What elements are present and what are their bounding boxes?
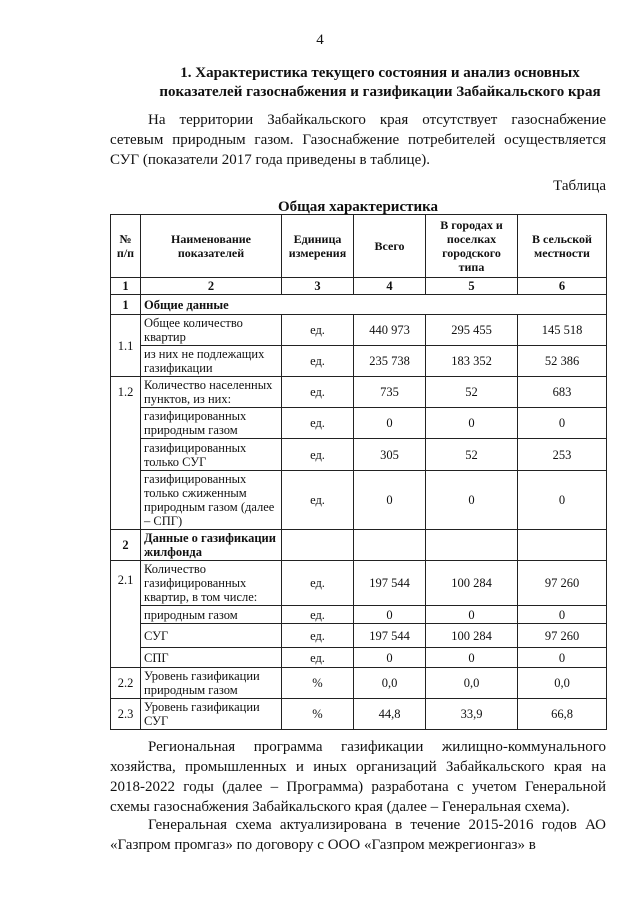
row-urban: 33,9 [426,699,518,730]
row-urban: 0 [426,408,518,439]
table-label: Таблица [553,178,606,194]
section-title-cell: Данные о газификации жилфонда [141,530,282,561]
table-row [111,561,607,606]
table-row [111,377,607,408]
paragraph-intro: На территории Забайкальского края отсутствует газоснабжение сетевым природным газом. Газоснабжение потребителей осуществляется СУГ (показатели 2017 года приведены в таблице). [110,112,606,168]
row-total: 235 738 [354,346,426,377]
row-unit: ед. [282,408,354,439]
row-unit: ед. [282,439,354,471]
row-unit: ед. [282,648,354,668]
column-number-row [111,278,607,295]
row-name: газифицированных только сжиженным природным газом (далее – СПГ) [141,471,282,530]
column-number: 5 [426,278,518,295]
header-cell: Всего [354,215,426,278]
header-cell: В сельской местности [518,215,607,278]
table-row [111,346,607,377]
row-name: СПГ [141,648,282,668]
row-rural: 0 [518,408,607,439]
empty-cell [426,530,518,561]
table-caption: Общая характеристика [277,199,439,215]
row-name: СУГ [141,624,282,648]
row-urban: 100 284 [426,561,518,606]
header-cell: № п/п [111,215,141,278]
column-number: 4 [354,278,426,295]
header-cell: Единица измерения [282,215,354,278]
paragraph-program: Региональная программа газификации жилищно-коммунального хозяйства, промышленных и иных организаций Забайкальского края на 2018-2022 годы (далее – Программа) разработана с учетом Генеральной схемы газоснабжения Забайкальского края (далее – Генеральная схема). [110,739,606,815]
section-title: 1. Характеристика текущего состояния и анализ основных показателей газоснабжения и газификации Забайкальского края [159,65,601,100]
row-rural: 52 386 [518,346,607,377]
row-unit: ед. [282,315,354,346]
row-rural: 0 [518,606,607,624]
row-name: газифицированных природным газом [141,408,282,439]
row-number: 1.2 [111,377,141,530]
row-total: 0 [354,408,426,439]
row-name: Количество газифицированных квартир, в том числе: [141,561,282,606]
row-rural: 97 260 [518,561,607,606]
row-rural: 66,8 [518,699,607,730]
section-row [111,295,607,315]
row-total: 197 544 [354,624,426,648]
row-unit: % [282,699,354,730]
row-urban: 0,0 [426,668,518,699]
empty-cell [518,530,607,561]
row-rural: 0,0 [518,668,607,699]
row-name: Уровень газификации природным газом [141,668,282,699]
row-number: 2.2 [111,668,141,699]
table-row [111,648,607,668]
row-number: 1 [111,295,141,315]
row-total: 735 [354,377,426,408]
row-unit: ед. [282,346,354,377]
row-total: 0 [354,471,426,530]
row-rural: 253 [518,439,607,471]
row-rural: 0 [518,471,607,530]
column-number: 3 [282,278,354,295]
row-urban: 0 [426,648,518,668]
row-unit: ед. [282,624,354,648]
section-title-cell: Общие данные [141,295,607,315]
row-rural: 145 518 [518,315,607,346]
row-total: 0 [354,648,426,668]
row-rural: 0 [518,648,607,668]
table-row [111,408,607,439]
row-unit: ед. [282,606,354,624]
table-row [111,668,607,699]
row-total: 44,8 [354,699,426,730]
characteristics-table [110,214,607,730]
paragraph-general-scheme: Генеральная схема актуализирована в течение 2015-2016 годов АО «Газпром промгаз» по договору с ООО «Газпром межрегионгаз» в [110,817,606,853]
column-number: 1 [111,278,141,295]
row-number: 2 [111,530,141,561]
table-row [111,606,607,624]
row-total: 440 973 [354,315,426,346]
row-rural: 97 260 [518,624,607,648]
header-cell: Наименование показателей [141,215,282,278]
row-total: 0,0 [354,668,426,699]
row-number: 2.3 [111,699,141,730]
row-name: Количество населенных пунктов, из них: [141,377,282,408]
row-total: 305 [354,439,426,471]
table-header-row [111,215,607,278]
row-urban: 0 [426,606,518,624]
row-urban: 0 [426,471,518,530]
table-row [111,471,607,530]
row-urban: 100 284 [426,624,518,648]
row-urban: 52 [426,439,518,471]
row-urban: 295 455 [426,315,518,346]
row-total: 0 [354,606,426,624]
empty-cell [282,530,354,561]
page-number: 4 [316,32,324,48]
table-row [111,315,607,346]
row-urban: 52 [426,377,518,408]
row-total: 197 544 [354,561,426,606]
row-unit: ед. [282,561,354,606]
row-unit: ед. [282,377,354,408]
row-rural: 683 [518,377,607,408]
row-name: из них не подлежащих газификации [141,346,282,377]
row-name: Уровень газификации СУГ [141,699,282,730]
empty-cell [354,530,426,561]
table-row [111,439,607,471]
row-name: Общее количество квартир [141,315,282,346]
row-unit: % [282,668,354,699]
column-number: 2 [141,278,282,295]
row-name: газифицированных только СУГ [141,439,282,471]
table-row [111,699,607,730]
section-row [111,530,607,561]
table-row [111,624,607,648]
row-urban: 183 352 [426,346,518,377]
row-unit: ед. [282,471,354,530]
row-number: 1.1 [111,315,141,377]
header-cell: В городах и поселках городского типа [426,215,518,278]
row-number: 2.1 [111,561,141,668]
column-number: 6 [518,278,607,295]
row-name: природным газом [141,606,282,624]
